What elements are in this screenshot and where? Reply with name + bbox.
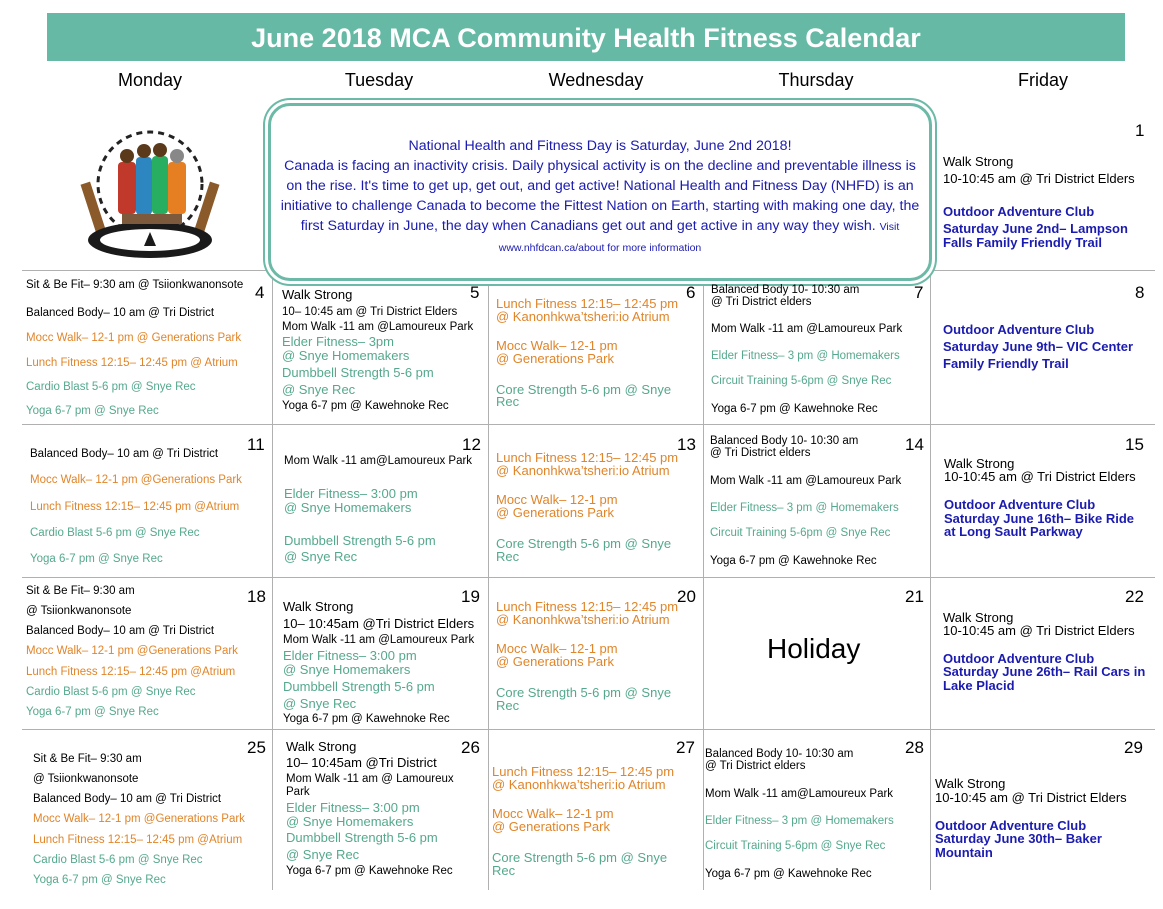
event-line: Lunch Fitness 12:15– 12:45 pm @Atrium <box>30 501 240 513</box>
event-line: Family Friendly Trail <box>943 356 1069 371</box>
day-number: 6 <box>686 283 696 302</box>
event-line: Outdoor Adventure Club <box>944 497 1096 512</box>
event-line: 10-10:45 am @ Tri District Elders <box>935 790 1127 805</box>
event-line: Mocc Walk– 12-1 pm @Generations Park <box>26 645 238 657</box>
event-line: Lunch Fitness 12:15– 12:45 pm <box>496 450 679 465</box>
event-line: Elder Fitness– 3 pm @ Homemakers <box>705 815 894 827</box>
event-line: Rec <box>496 549 520 564</box>
event-line: Mom Walk -11 am@Lamoureux Park <box>705 788 894 800</box>
event-line: Mom Walk -11 am @Lamoureux Park <box>711 323 903 335</box>
day-number: 4 <box>255 283 265 302</box>
day-number: 15 <box>1125 435 1144 454</box>
event-line: @ Snye Rec <box>286 847 360 862</box>
event-line: @ Snye Rec <box>283 696 357 711</box>
day-header-tuesday: Tuesday <box>344 70 414 90</box>
event-line: Dumbbell Strength 5-6 pm <box>286 830 438 845</box>
event-line: Balanced Body– 10 am @ Tri District <box>26 307 215 319</box>
event-line: Walk Strong <box>943 154 1014 169</box>
day-number: 18 <box>247 587 266 606</box>
event-line: Elder Fitness– 3:00 pm <box>283 648 417 663</box>
event-line: @ Generations Park <box>496 351 614 366</box>
day-number: 19 <box>461 587 480 606</box>
event-line: @ Kanonhkwa’tsheri:io Atrium <box>496 309 670 324</box>
event-line: Saturday June 9th– VIC Center <box>943 339 1133 354</box>
event-line: Outdoor Adventure Club <box>935 818 1087 833</box>
event-line: Core Strength 5-6 pm @ Snye <box>492 850 668 865</box>
event-line: @ Tri District elders <box>711 296 812 308</box>
event-line: Walk Strong <box>286 739 357 754</box>
event-line: Core Strength 5-6 pm @ Snye <box>496 685 672 700</box>
event-line: Yoga 6-7 pm @ Kawehnoke Rec <box>711 403 878 415</box>
nhfd-notice-box <box>268 103 932 281</box>
event-line: @ Snye Homemakers <box>283 662 411 677</box>
day-number: 20 <box>677 587 696 606</box>
calendar-title: June 2018 MCA Community Health Fitness Calendar <box>47 13 1125 61</box>
event-line: Yoga 6-7 pm @ Kawehnoke Rec <box>286 865 453 877</box>
event-line: Yoga 6-7 pm @ Kawehnoke Rec <box>282 400 449 412</box>
event-line: Cardio Blast 5-6 pm @ Snye Rec <box>30 527 200 539</box>
event-line: Elder Fitness– 3 pm @ Homemakers <box>711 350 900 362</box>
event-line: @ Snye Homemakers <box>284 500 412 515</box>
day-number: 8 <box>1135 283 1145 302</box>
event-line: 10-10:45 am @ Tri District Elders <box>943 171 1135 186</box>
event-line: Cardio Blast 5-6 pm @ Snye Rec <box>26 686 196 698</box>
event-line: Walk Strong <box>935 776 1006 791</box>
day-number: 27 <box>676 738 695 757</box>
event-line: 10-10:45 am @ Tri District Elders <box>944 469 1136 484</box>
day-number: 5 <box>470 283 480 302</box>
event-line: Balanced Body– 10 am @ Tri District <box>26 625 215 637</box>
day-number: 21 <box>905 587 924 606</box>
event-line: Mocc Walk– 12-1 pm @ Generations Park <box>26 332 242 344</box>
event-line: Cardio Blast 5-6 pm @ Snye Rec <box>33 854 203 866</box>
notice-body: Canada is facing an inactivity crisis. Daily physical activity is on the decline and preventable illness is on the rise. It's time to get up, get out, and get active! National Health and Fitness Day (NHFD) is an initiative to challenge Canada to become the Fittest Nation on Earth, starting with making one day, the first Saturday in June, the day when Canadians get out and get active in any way they wish. <box>280 158 920 234</box>
event-line: Walk Strong <box>943 610 1014 625</box>
event-line: Yoga 6-7 pm @ Kawehnoke Rec <box>710 555 877 567</box>
day-number: 26 <box>461 738 480 757</box>
event-line: Balanced Body 10- 10:30 am <box>705 748 854 760</box>
event-line: Mom Walk -11 am @Lamoureux Park <box>283 634 475 646</box>
day-header-monday: Monday <box>117 70 183 90</box>
event-line: Balanced Body– 10 am @ Tri District <box>30 448 219 460</box>
event-line: Park <box>286 786 310 798</box>
day-number: 28 <box>905 738 924 757</box>
event-line: @ Snye Homemakers <box>282 348 410 363</box>
grid-line <box>272 270 273 890</box>
event-line: Mocc Walk– 12-1 pm @Generations Park <box>30 474 242 486</box>
event-line: Circuit Training 5-6pm @ Snye Rec <box>711 375 892 387</box>
day-number: 22 <box>1125 587 1144 606</box>
day-number: 11 <box>247 435 265 454</box>
day-number: 25 <box>247 738 266 757</box>
event-line: @ Generations Park <box>492 819 610 834</box>
event-line: Saturday June 30th– Baker <box>935 831 1102 846</box>
event-line: Sit & Be Fit– 9:30 am <box>33 753 142 765</box>
event-line: Dumbbell Strength 5-6 pm <box>283 679 435 694</box>
event-line: Rec <box>492 863 516 878</box>
event-line: Mocc Walk– 12-1 pm <box>496 641 618 656</box>
event-line: Rec <box>496 698 520 713</box>
event-line: Yoga 6-7 pm @ Snye Rec <box>33 874 166 886</box>
community-logo <box>78 122 223 267</box>
event-line: Mocc Walk– 12-1 pm <box>496 492 618 507</box>
event-line: Yoga 6-7 pm @ Snye Rec <box>26 405 159 417</box>
event-line: Mocc Walk– 12-1 pm @Generations Park <box>33 813 245 825</box>
event-line: Elder Fitness– 3:00 pm <box>286 800 420 815</box>
event-line: Core Strength 5-6 pm @ Snye <box>496 536 672 551</box>
day-header-wednesday: Wednesday <box>548 70 644 90</box>
event-line: Elder Fitness– 3 pm @ Homemakers <box>710 502 899 514</box>
event-line: 10-10:45 am @ Tri District Elders <box>943 623 1135 638</box>
notice-headline: National Health and Fitness Day is Saturday, June 2nd 2018! <box>408 138 792 154</box>
event-line: Mom Walk -11 am @Lamoureux Park <box>710 475 902 487</box>
event-line: Outdoor Adventure Club <box>943 322 1095 337</box>
day-number: 29 <box>1124 738 1143 757</box>
day-number: 13 <box>677 435 696 454</box>
event-line: Sit & Be Fit– 9:30 am <box>26 585 135 597</box>
event-line: Lake Placid <box>943 678 1015 693</box>
day-number: 7 <box>914 283 924 302</box>
event-line: 10– 10:45am @Tri District <box>286 755 437 770</box>
grid-line <box>22 270 272 271</box>
event-line: 10– 10:45am @Tri District Elders <box>283 616 475 631</box>
event-line: Lunch Fitness 12:15– 12:45 pm <box>496 296 679 311</box>
day-number: 12 <box>462 435 481 454</box>
event-line: Elder Fitness– 3pm <box>282 334 394 349</box>
day-header-thursday: Thursday <box>778 70 854 90</box>
event-line: at Long Sault Parkway <box>944 524 1083 539</box>
event-line: @ Snye Homemakers <box>286 814 414 829</box>
event-line: @ Generations Park <box>496 505 614 520</box>
grid-line <box>22 577 1155 578</box>
event-line: Dumbbell Strength 5-6 pm <box>284 533 436 548</box>
event-line: Lunch Fitness 12:15– 12:45 pm <box>496 599 679 614</box>
event-line: Yoga 6-7 pm @ Kawehnoke Rec <box>705 868 872 880</box>
event-line: Cardio Blast 5-6 pm @ Snye Rec <box>26 381 196 393</box>
event-line: Mom Walk -11 am @Lamoureux Park <box>282 321 474 333</box>
event-line: Walk Strong <box>282 287 353 302</box>
event-line: Saturday June 2nd– Lampson <box>943 221 1128 236</box>
event-line: Walk Strong <box>944 456 1015 471</box>
grid-line <box>930 270 1155 271</box>
event-line: @ Kanonhkwa’tsheri:io Atrium <box>492 777 666 792</box>
event-line: Balanced Body– 10 am @ Tri District <box>33 793 222 805</box>
event-line: Lunch Fitness 12:15– 12:45 pm @Atrium <box>26 666 236 678</box>
grid-line <box>22 729 1155 730</box>
event-line: @ Tri District elders <box>710 447 811 459</box>
notice-link[interactable]: Visit www.nhfdcan.ca/about for more information <box>498 221 900 254</box>
event-line: Mom Walk -11 am@Lamoureux Park <box>284 455 473 467</box>
event-line: Outdoor Adventure Club <box>943 651 1095 666</box>
event-line: Mom Walk -11 am @ Lamoureux <box>286 773 454 785</box>
grid-line <box>22 424 1155 425</box>
event-line: @ Snye Rec <box>284 549 358 564</box>
event-line: Mountain <box>935 845 993 860</box>
event-line: Falls Family Friendly Trail <box>943 235 1102 250</box>
event-line: Mocc Walk– 12-1 pm <box>496 338 618 353</box>
event-line: Saturday June 16th– Bike Ride <box>944 511 1135 526</box>
holiday-label: Holiday <box>767 633 861 664</box>
event-line: Yoga 6-7 pm @ Kawehnoke Rec <box>283 713 450 725</box>
day-number: 1 <box>1135 121 1145 140</box>
event-line: Walk Strong <box>283 599 354 614</box>
event-line: Saturday June 26th– Rail Cars in <box>943 664 1146 679</box>
event-line: Lunch Fitness 12:15– 12:45 pm <box>492 764 675 779</box>
event-line: Sit & Be Fit– 9:30 am @ Tsiionkwanonsote <box>26 279 244 291</box>
event-line: Mocc Walk– 12-1 pm <box>492 806 614 821</box>
event-line: Balanced Body 10- 10:30 am <box>711 284 860 296</box>
event-line: Dumbbell Strength 5-6 pm <box>282 365 434 380</box>
event-line: Outdoor Adventure Club <box>943 204 1095 219</box>
event-line: @ Kanonhkwa’tsheri:io Atrium <box>496 463 670 478</box>
event-line: Lunch Fitness 12:15– 12:45 pm @ Atrium <box>26 357 238 369</box>
event-line: Rec <box>496 394 520 409</box>
event-line: Yoga 6-7 pm @ Snye Rec <box>26 706 159 718</box>
event-line: Balanced Body 10- 10:30 am <box>710 435 859 447</box>
grid-line <box>930 270 931 890</box>
event-line: @ Tsiionkwanonsote <box>26 605 132 617</box>
day-header-friday: Friday <box>1017 70 1068 90</box>
event-line: @ Tri District elders <box>705 760 806 772</box>
event-line: Yoga 6-7 pm @ Snye Rec <box>30 553 163 565</box>
grid-line <box>488 270 489 890</box>
event-line: @ Tsiionkwanonsote <box>33 773 139 785</box>
event-line: Lunch Fitness 12:15– 12:45 pm @Atrium <box>33 834 243 846</box>
event-line: Circuit Training 5-6pm @ Snye Rec <box>705 840 886 852</box>
event-line: 10– 10:45 am @ Tri District Elders <box>282 306 458 318</box>
day-number: 14 <box>905 435 924 454</box>
event-line: Core Strength 5-6 pm @ Snye <box>496 382 672 397</box>
event-line: Circuit Training 5-6pm @ Snye Rec <box>710 527 891 539</box>
event-line: @ Snye Rec <box>282 382 356 397</box>
event-line: @ Kanonhkwa’tsheri:io Atrium <box>496 612 670 627</box>
grid-line <box>703 270 704 890</box>
event-line: Elder Fitness– 3:00 pm <box>284 486 418 501</box>
event-line: @ Generations Park <box>496 654 614 669</box>
